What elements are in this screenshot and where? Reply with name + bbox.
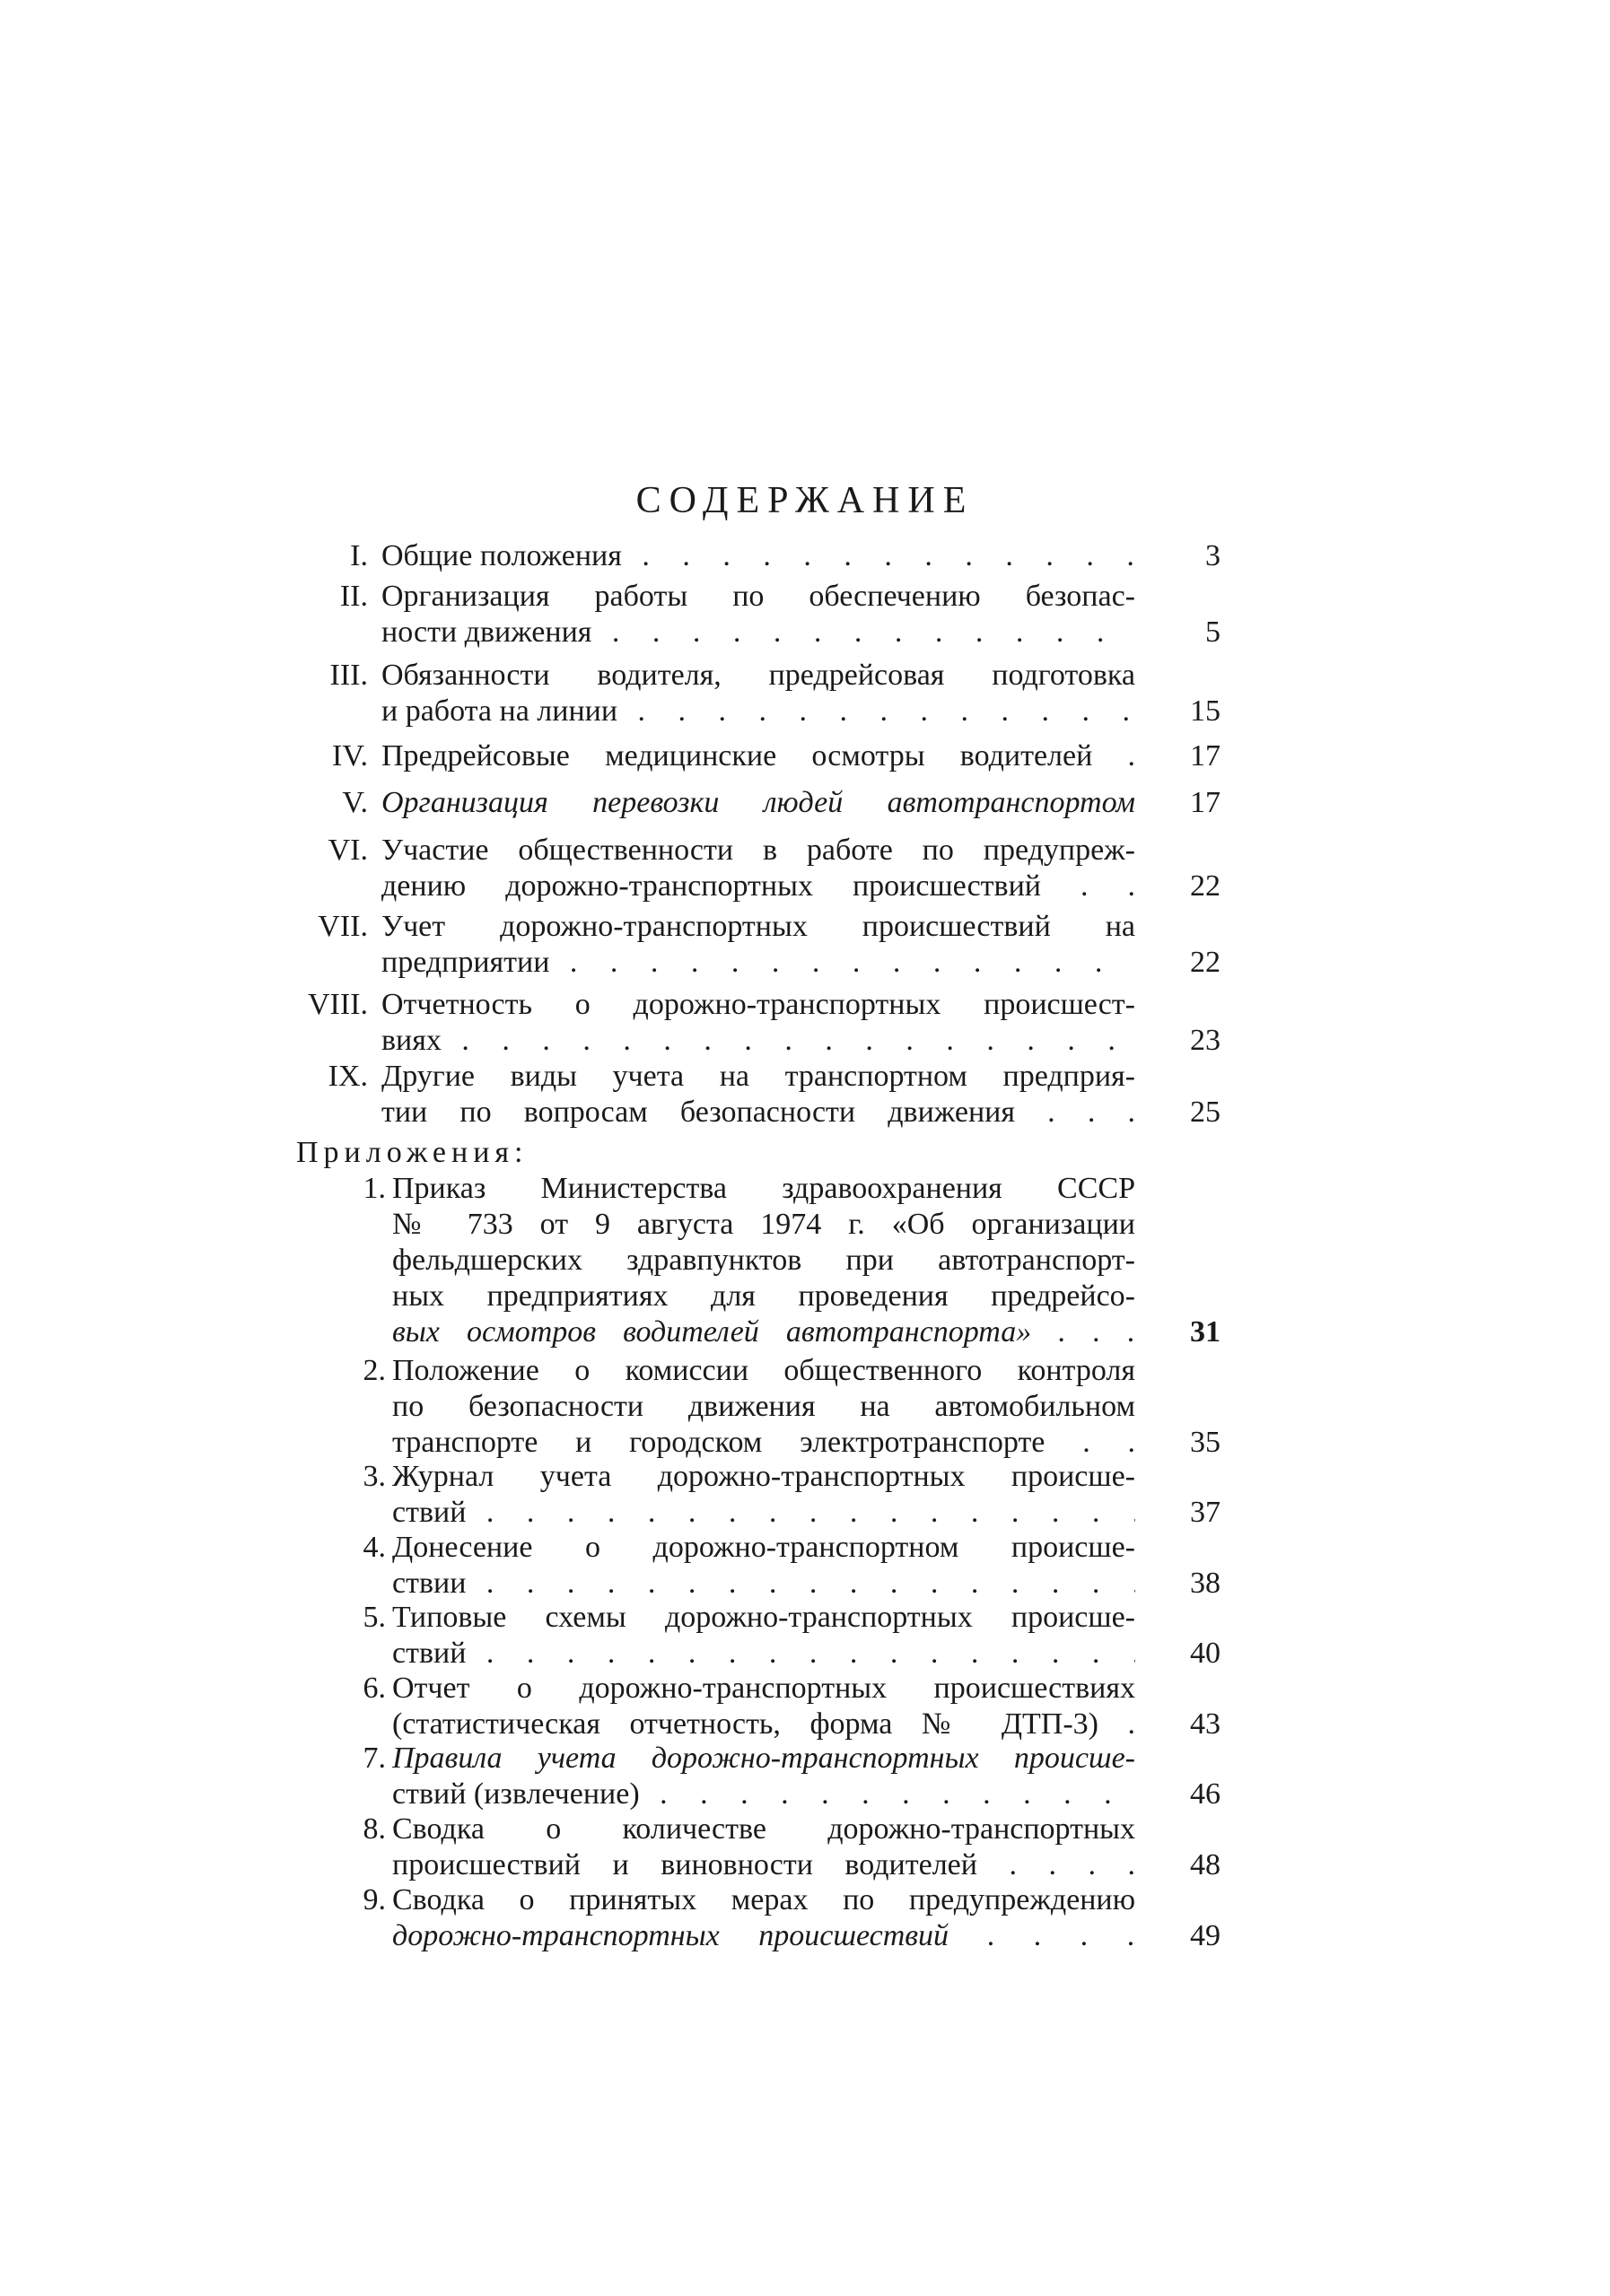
entry-line: предприятии . . . <box>381 945 1135 981</box>
entry-line: вых осмотров водителей автотранспорта» . . . <box>392 1315 1135 1349</box>
entry-line: Журнал учета дорожно-транспортных происше- <box>392 1460 1135 1493</box>
entry-text <box>392 1600 1135 1672</box>
entry-line: Типовые схемы дорожно-транспортных происше- <box>392 1601 1135 1634</box>
entry-text <box>381 738 1135 774</box>
entry-line: Донесение о дорожно-транспортном происше- <box>392 1531 1135 1564</box>
entry-line: ствий . . . <box>392 1495 1135 1531</box>
entry-text <box>392 1171 1135 1350</box>
entry-line: Сводка о принятых мерах по предупреждению <box>392 1883 1135 1916</box>
entry-text <box>392 1530 1135 1602</box>
page-number: 49 <box>1190 1919 1221 1952</box>
page-number: 17 <box>1190 786 1221 819</box>
entry-number: VII. <box>318 910 368 943</box>
entry-line: ности движения . . . <box>381 615 1135 650</box>
page-title: СОДЕРЖАНИЕ <box>635 480 975 521</box>
entry-number: 7. <box>363 1742 386 1775</box>
entry-number: I. <box>350 539 368 572</box>
entry-line: № 733 от 9 августа 1974 г. «Об организации <box>392 1208 1135 1241</box>
page-number: 15 <box>1190 694 1221 728</box>
page-number: 48 <box>1190 1848 1221 1881</box>
entry-number: 2. <box>363 1354 386 1387</box>
entry-text <box>392 1353 1135 1461</box>
entry-number: VIII. <box>307 988 368 1021</box>
entry-text <box>392 1459 1135 1531</box>
entry-line: Участие общественности в работе по предупреж- <box>381 834 1135 867</box>
entry-number: 6. <box>363 1672 386 1705</box>
entry-number: 8. <box>363 1812 386 1846</box>
entry-number: 1. <box>363 1172 386 1205</box>
page-number: 23 <box>1190 1024 1221 1057</box>
page-number: 38 <box>1190 1567 1221 1600</box>
entry-line: дорожно-транспортных происшествий . . . . <box>392 1919 1135 1952</box>
entry-line: происшествий и виновности водителей . . . . <box>392 1848 1135 1881</box>
page-number: 37 <box>1190 1496 1221 1529</box>
entry-text <box>392 1811 1135 1883</box>
entry-text <box>392 1882 1135 1954</box>
entry-number: 5. <box>363 1601 386 1634</box>
page-number: 46 <box>1190 1777 1221 1811</box>
page-number: 43 <box>1190 1707 1221 1741</box>
entry-line: тии по вопросам безопасности движения . . . <box>381 1096 1135 1129</box>
entry-line: Учет дорожно-транспортных происшествий на <box>381 910 1135 943</box>
entry-line: по безопасности движения на автомобильном <box>392 1390 1135 1423</box>
entry-line: Отчет о дорожно-транспортных происшествиях <box>392 1672 1135 1705</box>
entry-line: Организация работы по обеспечению безопас- <box>381 580 1135 613</box>
entry-number: 4. <box>363 1531 386 1564</box>
entry-text <box>381 909 1135 981</box>
entry-line: фельдшерских здравпунктов при автотранспорт- <box>392 1244 1135 1277</box>
page-number: 22 <box>1190 946 1221 979</box>
entry-text <box>381 987 1135 1059</box>
entry-number: IV. <box>332 739 368 773</box>
entry-number: IX. <box>328 1060 368 1093</box>
page-number: 22 <box>1190 869 1221 903</box>
entry-line: виях . . . <box>381 1023 1135 1059</box>
entry-line: ных предприятиях для проведения предрейсо- <box>392 1279 1135 1313</box>
appendices-heading: Приложения: <box>296 1136 529 1169</box>
page-number: 5 <box>1205 615 1221 649</box>
entry-number: V. <box>342 786 368 819</box>
page-number: 25 <box>1190 1096 1221 1129</box>
entry-text <box>381 1059 1135 1131</box>
entry-line: Предрейсовые медицинские осмотры водителей . <box>381 739 1135 773</box>
entry-line: ствии . . . <box>392 1566 1135 1602</box>
entry-line: Обязанности водителя, предрейсовая подготовка <box>381 659 1135 692</box>
entry-text <box>392 1741 1135 1812</box>
entry-line: Положение о комиссии общественного контроля <box>392 1354 1135 1387</box>
entry-line: транспорте и городском электротранспорте . . <box>392 1426 1135 1459</box>
entry-text <box>381 538 1135 574</box>
page-number: 40 <box>1190 1637 1221 1670</box>
entry-line: ствий . . . <box>392 1636 1135 1672</box>
entry-text <box>381 579 1135 650</box>
entry-number: VI. <box>328 834 368 867</box>
entry-text <box>381 785 1135 821</box>
entry-line: Правила учета дорожно-транспортных происше- <box>392 1742 1135 1775</box>
entry-line: Отчетность о дорожно-транспортных происшест- <box>381 988 1135 1021</box>
entry-text <box>392 1671 1135 1742</box>
entry-line: дению дорожно-транспортных происшествий . . <box>381 869 1135 903</box>
entry-text <box>381 833 1135 904</box>
entry-line: и работа на линии . . . <box>381 694 1135 729</box>
page-number: 3 <box>1205 539 1221 572</box>
entry-number: 3. <box>363 1460 386 1493</box>
entry-line: Сводка о количестве дорожно-транспортных <box>392 1812 1135 1846</box>
entry-number: 9. <box>363 1883 386 1916</box>
entry-line: Общие положения . . . <box>381 538 1135 574</box>
entry-number: III. <box>329 659 368 692</box>
page-number: 31 <box>1190 1315 1221 1349</box>
page-number: 17 <box>1190 739 1221 773</box>
entry-line: Организация перевозки людей автотранспортом <box>381 786 1135 819</box>
entry-line: Другие виды учета на транспортном предприя- <box>381 1060 1135 1093</box>
entry-number: II. <box>339 580 368 613</box>
entry-line: (статистическая отчетность, форма № ДТП-3) . <box>392 1707 1135 1741</box>
page-number: 35 <box>1190 1426 1221 1459</box>
entry-text <box>381 658 1135 729</box>
entry-line: ствий (извлечение) . . . <box>392 1777 1135 1812</box>
entry-line: Приказ Министерства здравоохранения СССР <box>392 1172 1135 1205</box>
